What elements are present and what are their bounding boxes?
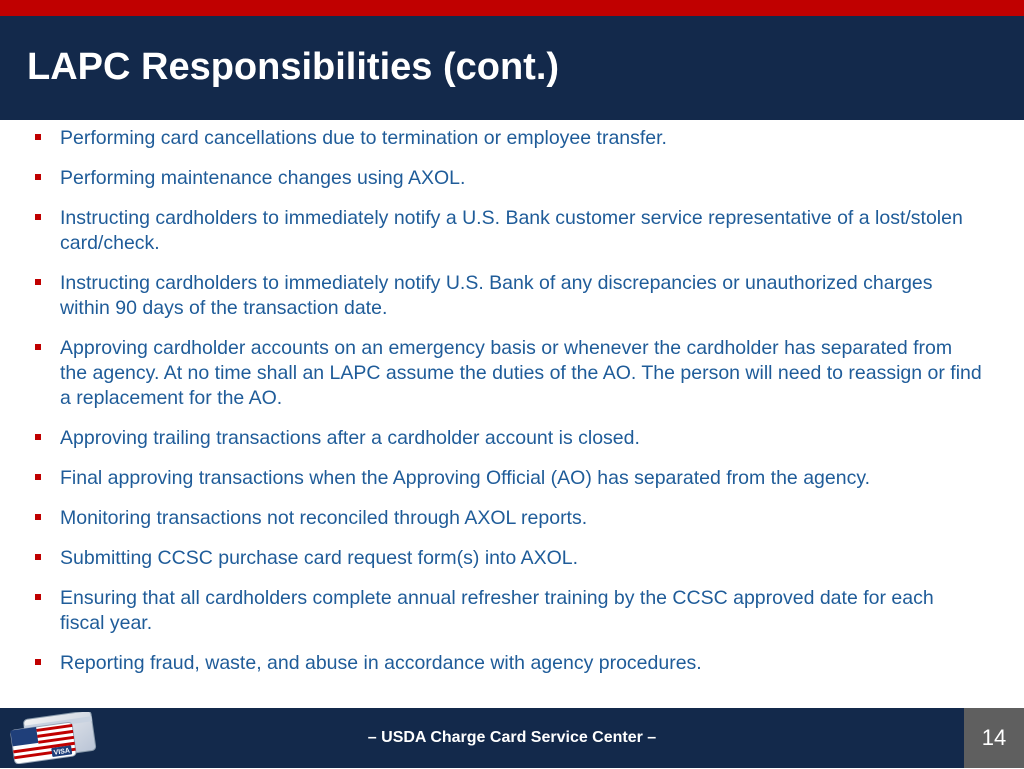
square-bullet-icon [35, 434, 41, 440]
bullet-item [33, 336, 983, 411]
square-bullet-icon [35, 514, 41, 520]
bullet-item [33, 506, 983, 531]
bullet-list [33, 126, 983, 676]
square-bullet-icon [35, 174, 41, 180]
slide-title: LAPC Responsibilities (cont.) [27, 46, 560, 88]
bullet-text: Approving trailing transactions after a cardholder account is closed. [60, 427, 640, 449]
bullet-text: Monitoring transactions not reconciled through AXOL reports. [60, 507, 588, 529]
bullet-item [33, 466, 983, 491]
charge-card-logo-icon [4, 712, 100, 764]
bullet-item [33, 206, 983, 256]
bullet-item [33, 651, 983, 676]
bullet-text: Instructing cardholders to immediately notify U.S. Bank of any discrepancies or unauthorized charges within 90 days of the transaction date. [60, 272, 933, 319]
slide-content [33, 126, 983, 691]
bullet-text: Final approving transactions when the Approving Official (AO) has separated from the agency. [60, 467, 871, 489]
square-bullet-icon [35, 134, 41, 140]
bullet-text: Approving cardholder accounts on an emergency basis or whenever the cardholder has separated from the agency. At no time shall an LAPC assume the duties of the AO. The person will need to reassign or find a replacement for the AO. [60, 337, 982, 409]
bullet-item [33, 586, 983, 636]
bullet-item [33, 166, 983, 191]
bullet-item [33, 126, 983, 151]
square-bullet-icon [35, 279, 41, 285]
square-bullet-icon [35, 214, 41, 220]
square-bullet-icon [35, 344, 41, 350]
bullet-text: Ensuring that all cardholders complete annual refresher training by the CCSC approved date for each fiscal year. [60, 587, 934, 634]
footer-bar [0, 708, 1024, 768]
top-accent-stripe [0, 0, 1024, 16]
bullet-text: Performing card cancellations due to termination or employee transfer. [60, 127, 667, 149]
bullet-item [33, 546, 983, 571]
charge-card-logo-graphic [4, 712, 100, 764]
square-bullet-icon [35, 554, 41, 560]
page-number: 14 [964, 708, 1024, 768]
square-bullet-icon [35, 474, 41, 480]
square-bullet-icon [35, 659, 41, 665]
bullet-text: Performing maintenance changes using AXOL. [60, 167, 466, 189]
square-bullet-icon [35, 594, 41, 600]
visa-logo-text: VISA [53, 747, 71, 757]
bullet-text: Submitting CCSC purchase card request form(s) into AXOL. [60, 547, 579, 569]
bullet-item [33, 426, 983, 451]
bullet-text: Instructing cardholders to immediately notify a U.S. Bank customer service representative of a lost/stolen card/check. [60, 207, 963, 254]
bullet-text: Reporting fraud, waste, and abuse in accordance with agency procedures. [60, 652, 702, 674]
footer-text: – USDA Charge Card Service Center – [367, 729, 657, 746]
bullet-item [33, 271, 983, 321]
